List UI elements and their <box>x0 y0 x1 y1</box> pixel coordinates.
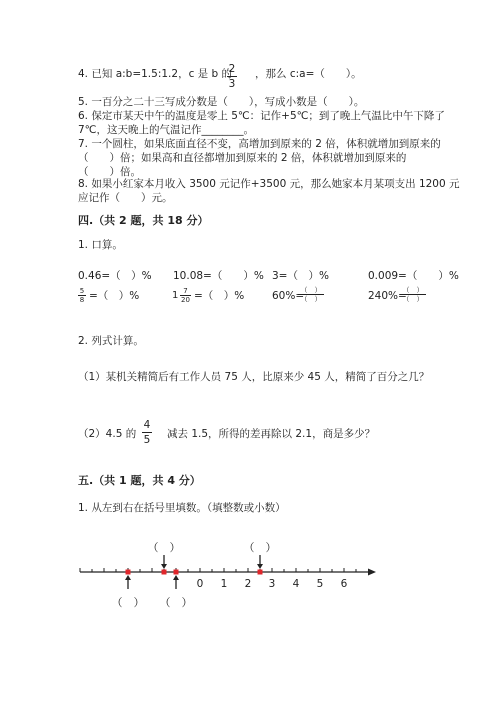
frac-d-numerator: （ ） <box>402 286 424 294</box>
section4-title: 四.（共 2 题，共 18 分） <box>78 214 209 227</box>
calc-r1-c3: 3=（ ）% <box>272 270 329 282</box>
problem-2-start: （2）4.5 的 <box>78 428 137 440</box>
tick-label: 2 <box>244 578 252 590</box>
red-point-marker <box>258 570 263 575</box>
q4-text-end: ，那么 c:a=（ ）。 <box>255 68 362 80</box>
section5-title: 五.（共 1 题，共 4 分） <box>78 474 201 487</box>
axis-arrowhead <box>368 569 376 576</box>
frac-c-denominator: （ ） <box>300 295 322 303</box>
calc-r2-mixed-int: 1 <box>172 290 179 301</box>
bottom-answer-blank: （ ） <box>159 596 193 609</box>
q7-line2: （ ）倍；如果高和直径都增加到原来的 2 倍，体积就增加到原来的 <box>78 152 407 164</box>
q8-line2: 应记作（ ）元。 <box>78 192 173 204</box>
q4-frac-numerator: 2 <box>228 63 236 75</box>
q5-text: 5. 一百分之二十三写成分数是（ ），写成小数是（ ）。 <box>78 96 365 108</box>
problem-1: （1）某机关精简后有工作人员 75 人，比原来少 45 人，精简了百分之几？ <box>78 371 430 383</box>
top-answer-blank: （ ） <box>243 541 277 554</box>
tick-label: 6 <box>340 578 348 590</box>
tick-label: 1 <box>220 578 228 590</box>
q4-text-start: 4. 已知 a:b=1.5:1.2，c 是 b 的 <box>78 68 233 80</box>
problem-2-end: 减去 1.5，所得的差再除以 2.1，商是多少？ <box>167 428 376 440</box>
section5-sub1: 1. 从左到右在括号里填数。（填整数或小数） <box>78 502 286 514</box>
p2-numerator: 4 <box>143 419 151 431</box>
down-arrow-head <box>161 564 167 569</box>
frac-b-denominator: 20 <box>181 296 190 304</box>
frac-a-numerator: 5 <box>79 287 85 295</box>
q6-line1: 6. 保定市某天中午的温度是零上 5℃：记作+5℃；到了晚上气温比中午下降了 <box>78 110 445 122</box>
q8-line1: 8. 如果小红家本月收入 3500 元记作+3500 元，那么她家本月某项支出 1200 元 <box>78 178 460 190</box>
up-arrow-head <box>173 575 179 580</box>
q6-line2: 7℃，这天晚上的气温记作________。 <box>78 124 254 136</box>
red-point-marker <box>126 570 131 575</box>
section4-sub1: 1. 口算。 <box>78 239 123 251</box>
calc-r1-c2: 10.08=（ ）% <box>173 270 264 282</box>
up-arrow-head <box>125 575 131 580</box>
frac-b-numerator: 7 <box>183 287 188 295</box>
calc-r2-c4-left: 240%= <box>368 290 407 302</box>
red-point-marker <box>162 570 167 575</box>
calc-r2-c2-rest: =（ ）% <box>194 290 245 302</box>
down-arrow-head <box>257 564 263 569</box>
frac-c-numerator: （ ） <box>300 286 322 294</box>
frac-a-denominator: 8 <box>79 296 85 304</box>
red-point-marker <box>174 570 179 575</box>
p2-denominator: 5 <box>143 434 151 446</box>
section4-sub2: 2. 列式计算。 <box>78 335 144 347</box>
calc-r1-c1: 0.46=（ ）% <box>78 270 152 282</box>
tick-label: 5 <box>316 578 324 590</box>
q7-line1: 7. 一个圆柱，如果底面直径不变，高增加到原来的 2 倍，体积就增加到原来的 <box>78 138 441 150</box>
q4-frac-denominator: 3 <box>228 78 236 90</box>
q7-line3: （ ）倍。 <box>78 166 141 178</box>
bottom-answer-blank: （ ） <box>111 596 145 609</box>
number-line <box>80 541 376 609</box>
calc-r1-c4: 0.009=（ ）% <box>368 270 459 282</box>
top-answer-blank: （ ） <box>147 541 181 554</box>
tick-label: 4 <box>292 578 300 590</box>
frac-d-denominator: （ ） <box>402 295 424 303</box>
calc-r2-c1-rest: =（ ）% <box>89 290 140 302</box>
tick-label: 3 <box>268 578 276 590</box>
calc-r2-c3-left: 60%= <box>272 290 305 302</box>
tick-label: 0 <box>196 578 204 590</box>
